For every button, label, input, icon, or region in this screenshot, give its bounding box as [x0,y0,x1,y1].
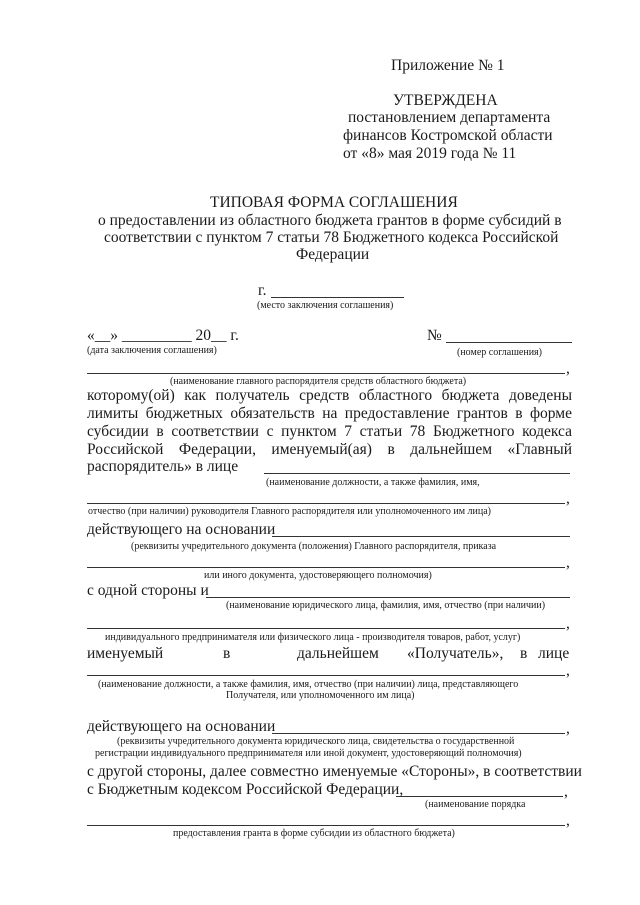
para1-line-4: Российской Федерации, именуемый(ая) в дальнейшем «Главный [87,441,572,458]
comma: , [564,783,568,800]
number-caption: (номер соглашения) [457,347,542,358]
acting-basis-1: действующего на основании [87,521,276,538]
approved-label: УТВЕРЖДЕНА [393,92,498,109]
number-sign: № [427,327,442,344]
rekv1-caption: (реквизиты учредительного документа (положения) Главного распорядителя, приказа [131,541,497,552]
otch-caption: отчество (при наличии) руководителя Главного распорядителя или уполномоченного им лица) [88,506,492,517]
dolzh-caption: (наименование должности, а также фамилия, имя, [266,477,480,488]
yur-line [206,597,570,598]
yur-caption: (наименование юридического лица, фамилия, имя, отчество (при наличии) [226,600,546,611]
approval-line-3: от «8» мая 2019 года № 11 [343,145,517,162]
pol-caption-1: (наименование должности, а также фамилия, имя, отчество (при наличии) лица, представляющего [98,679,519,690]
other-side-line-2: с Бюджетным кодексом Российской Федерации, [87,781,404,798]
para1-line-3: субсидии в соответствии с пунктом 7 статьи 78 Бюджетного кодекса [87,423,572,440]
pol-caption-2: Получателя, или уполномоченного им лица) [226,690,415,701]
named-word-6: лице [538,645,570,662]
comma: , [566,615,570,632]
title-sub-2: соответствии с пунктом 7 статьи 78 Бюджетного кодекса Российской [104,229,559,246]
para1-line-5: распорядитель» в лице [87,458,239,475]
title-sub-3: Федерации [296,246,370,263]
otch-line [87,503,565,504]
glavny-line [87,373,565,374]
inoy-line [87,567,565,568]
named-word-3: дальнейшем [297,645,379,662]
grant-caption: предоставления гранта в форме субсидии из областного бюджета) [173,828,455,839]
named-word-4: «Получатель», [407,645,504,662]
rekv1-line [272,536,570,537]
approval-line-1: постановлением департамента [348,109,551,126]
place-prefix: г. [258,282,267,299]
document-title: ТИПОВАЯ ФОРМА СОГЛАШЕНИЯ [210,194,458,211]
grant-line [87,825,565,826]
other-side-line-1: с другой стороны, далее совместно именуемые «Стороны», в соответствии [87,763,582,780]
comma: , [566,812,570,829]
named-word-2: в [223,645,231,662]
named-word-1: именуемый [87,645,164,662]
poryadok-line [396,796,563,797]
comma: , [566,360,570,377]
acting-basis-2: действующего на основании [87,718,276,735]
poryadok-caption: (наименование порядка [425,799,526,810]
number-line [446,342,572,343]
comma: , [566,490,570,507]
comma: , [566,720,570,737]
glavny-caption: (наименование главного распорядителя средств областного бюджета) [170,376,467,387]
approval-line-2: финансов Костромской области [343,127,553,144]
place-caption: (место заключения соглашения) [257,300,394,311]
comma: , [566,554,570,571]
title-sub-1: о предоставлении из областного бюджета грантов в форме субсидий в [98,212,562,229]
named-word-5: в [520,645,528,662]
pol-line [87,675,565,676]
ip-line [87,628,565,629]
rekv2-caption-1: (реквизиты учредительного документа юридического лица, свидетельства о государственной [117,736,515,747]
one-side-label: с одной стороны и [87,582,209,599]
date-field: «__» _________ 20__ г. [87,327,239,344]
dolzh-line [264,473,570,474]
rekv2-line [272,733,565,734]
rekv2-caption-2: регистрации индивидуального предпринимателя или иной документ, удостоверяющий полномочия) [95,748,522,759]
inoy-caption: или иного документа, удостоверяющего полномочия) [204,570,432,581]
comma: , [566,662,570,679]
date-caption: (дата заключения соглашения) [87,345,217,356]
para1-line-2: лимиты бюджетных обязательств на предоставление грантов в форме [87,405,572,422]
appendix-label: Приложение № 1 [391,57,505,74]
ip-caption: индивидуального предпринимателя или физического лица - производителя товаров, работ, услуг) [105,632,521,643]
para1-line-1: которому(ой) как получатель средств областного бюджета доведены [87,387,572,404]
place-line [271,297,404,298]
